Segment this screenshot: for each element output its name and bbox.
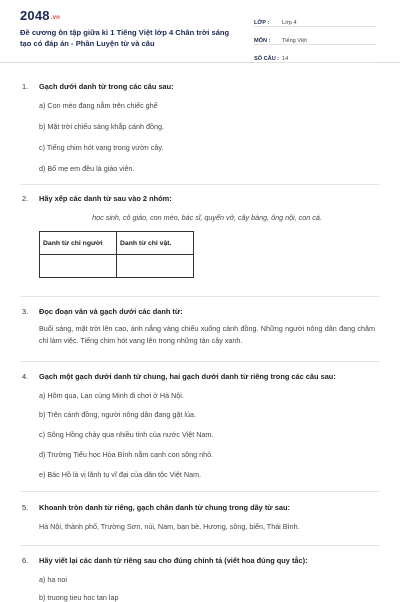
- question-heading: Gạch một gạch dưới danh từ chung, hai gạch dưới danh từ riêng trong các câu sau:: [39, 372, 336, 381]
- question-heading: Hãy viết lại các danh từ riêng sau cho đúng chính tả (viết hoa đúng quy tắc):: [39, 556, 308, 565]
- question-number: 5.: [22, 503, 29, 512]
- answer-line: d) Trường Tiểu học Hòa Bình nằm cạnh con sông nhỏ.: [39, 450, 214, 459]
- meta-key: SỐ CÂU :: [254, 56, 280, 62]
- answer-line: e) Bác Hồ là vị lãnh tụ vĩ đại của dân tộc Việt Nam.: [39, 470, 202, 479]
- question-number: 3.: [22, 307, 29, 316]
- meta-box: [254, 13, 376, 67]
- divider: [20, 296, 380, 297]
- answer-line: b) Trên cánh đồng, người nông dân đang gặt lúa.: [39, 410, 196, 419]
- table-header-cell: Danh từ chỉ vật.: [117, 232, 194, 255]
- question-heading: Đọc đoạn văn và gạch dưới các danh từ:: [39, 307, 183, 316]
- meta-row-grade: [254, 13, 376, 27]
- question-heading: Gạch dưới danh từ trong các câu sau:: [39, 82, 174, 91]
- logo-text: 2048: [20, 8, 50, 23]
- question-number: 2.: [22, 194, 29, 203]
- meta-key: LỚP :: [254, 20, 270, 26]
- meta-key: MÔN :: [254, 38, 271, 44]
- divider: [20, 545, 380, 546]
- page-header: [0, 0, 400, 63]
- question-number: 6.: [22, 556, 29, 565]
- answer-line: c) Tiếng chim hót vang trong vườn cây.: [39, 143, 164, 152]
- table-cell[interactable]: [117, 255, 194, 278]
- question-heading: Hãy xếp các danh từ sau vào 2 nhóm:: [39, 194, 172, 203]
- reading-paragraph: Buổi sáng, mặt trời lên cao, ánh nắng vàng chiếu xuống cánh đồng. Những người nông dân đang chăm chỉ làm việc. Tiếng chim hót vang lên trong những tán cây xanh.: [39, 324, 375, 345]
- meta-value: Lớp 4: [282, 20, 297, 26]
- site-logo[interactable]: [20, 8, 60, 23]
- divider: [20, 361, 380, 362]
- table-header-cell: Danh từ chỉ người: [40, 232, 117, 255]
- meta-row-subject: [254, 31, 376, 45]
- answer-line: b) Mặt trời chiếu sáng khắp cánh đồng.: [39, 122, 164, 131]
- meta-value: 14: [282, 56, 289, 62]
- classification-table: [39, 231, 194, 278]
- question-number: 4.: [22, 372, 29, 381]
- answer-line: c) Sông Hồng chảy qua nhiều tỉnh của nước Việt Nam.: [39, 430, 214, 439]
- word-list: học sinh, cô giáo, con mèo, bác sĩ, quyển vở, cây bàng, ông nội, con cá.: [92, 213, 322, 222]
- table-cell[interactable]: [40, 255, 117, 278]
- divider: [20, 491, 380, 492]
- table-row: [40, 255, 194, 278]
- answer-line: d) Bố mẹ em đều là giáo viên.: [39, 164, 135, 173]
- answer-line: a) ha noi: [39, 575, 67, 584]
- answer-line: a) Con mèo đang nằm trên chiếc ghế: [39, 101, 158, 110]
- answer-line: b) truong tieu hoc tan lap: [39, 593, 119, 602]
- meta-row-count: [254, 49, 376, 63]
- table-header-row: [40, 232, 194, 255]
- logo-suffix: .vn: [50, 15, 61, 21]
- question-number: 1.: [22, 82, 29, 91]
- document-title: Đề cương ôn tập giữa kì 1 Tiếng Việt lớp 4 Chân trời sáng tạo có đáp án - Phần Luyện từ và câu: [20, 28, 230, 48]
- answer-line: a) Hôm qua, Lan cùng Minh đi chơi ở Hà Nội.: [39, 391, 184, 400]
- word-sequence: Hà Nội, thành phố, Trường Sơn, núi, Nam, bạn bè, Hương, sông, biển, Thái Bình.: [39, 522, 300, 531]
- divider: [20, 184, 380, 185]
- question-heading: Khoanh tròn danh từ riêng, gạch chân danh từ chung trong dãy từ sau:: [39, 503, 290, 512]
- meta-value: Tiếng Việt: [282, 38, 307, 44]
